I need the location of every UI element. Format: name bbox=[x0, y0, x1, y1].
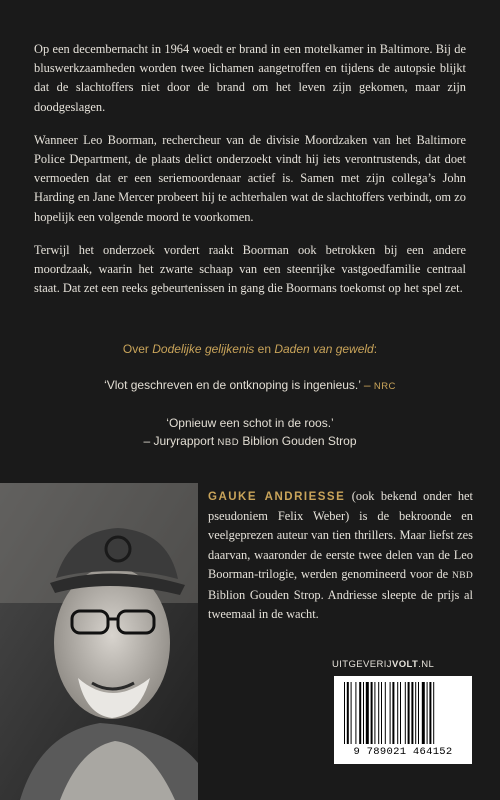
author-name: GAUKE ANDRIESSE bbox=[208, 491, 346, 503]
barcode-bar bbox=[374, 682, 375, 744]
blurb-text bbox=[34, 40, 466, 312]
author-photo bbox=[0, 483, 198, 800]
barcode-bar bbox=[397, 682, 398, 744]
review-quote-1 bbox=[20, 376, 480, 396]
author-bio-part-1: (ook bekend onder het pseudoniem Felix Weber) is de bekroonde en veelgeprezen auteur van tien thrillers. Maar liefst zes daarvan, waaronder de eerste twee delen van de Leo Boorman-trilogie, werden genomineerd voor de bbox=[208, 489, 474, 581]
barcode bbox=[334, 676, 472, 764]
barcode-bars bbox=[344, 682, 462, 744]
quote-1-dash: – bbox=[360, 378, 374, 392]
barcode-bar bbox=[411, 682, 413, 744]
quote-2-source-nbd: NBD bbox=[217, 437, 240, 448]
publisher-brand: VOLT bbox=[391, 659, 419, 670]
barcode-bar bbox=[427, 682, 428, 744]
barcode-bar bbox=[344, 682, 345, 744]
quote-1-source: NRC bbox=[373, 381, 396, 392]
barcode-bar bbox=[347, 682, 349, 744]
barcode-bar bbox=[400, 682, 401, 744]
barcode-bar bbox=[355, 682, 356, 744]
review-quote-2 bbox=[20, 414, 480, 452]
quote-2-source bbox=[20, 432, 480, 452]
barcode-bar bbox=[415, 682, 416, 744]
barcode-bar bbox=[392, 682, 394, 744]
quote-2-text: ‘Opnieuw een schot in de roos.’ bbox=[166, 416, 334, 430]
quote-1-text: ‘Vlot geschreven en de ontknoping is ingenieus.’ bbox=[104, 378, 361, 392]
quote-2-source-prefix: – Juryrapport bbox=[143, 434, 218, 448]
barcode-bar bbox=[351, 682, 352, 744]
barcode-bar bbox=[433, 682, 434, 744]
barcode-bar bbox=[359, 682, 361, 744]
blurb-paragraph-2: Wanneer Leo Boorman, rechercheur van de divisie Moordzaken van het Baltimore Police Department, de plaats delict onderzoekt vindt hij iets verontrustends, dat doet vermoeden dat er een seriemoordenaar actief is. Samen met zijn collega’s John Harding en Jane Mercer probeert hij te achterhalen wat de slachtoffers verbindt, om zo hopelijk een volgende moord te voorkomen. bbox=[34, 132, 466, 224]
author-bio-nbd: NBD bbox=[452, 570, 473, 581]
barcode-bar bbox=[363, 682, 364, 744]
quotes-intro-suffix: : bbox=[373, 342, 378, 356]
book-title-1: Dodelijke gelijkenis bbox=[152, 342, 255, 356]
book-title-2: Daden van geweld bbox=[274, 342, 374, 356]
isbn-number: 9 789021 464152 bbox=[353, 746, 453, 758]
barcode-bar bbox=[378, 682, 379, 744]
publisher-url bbox=[332, 659, 434, 670]
barcode-bar bbox=[390, 682, 391, 744]
author-bio bbox=[208, 487, 473, 624]
barcode-bar bbox=[408, 682, 410, 744]
blurb-paragraph-1: Op een decembernacht in 1964 woedt er brand in een motelkamer in Baltimore. Bij de bluswerkzaamheden worden twee lichamen aangetroffen en tijdens de autopsie blijkt dat de slachtoffers niet door de brand om het leven zijn gekomen, maar zijn doodgeslagen. bbox=[34, 42, 466, 114]
quotes-intro-prefix: Over bbox=[122, 342, 153, 356]
review-quotes bbox=[20, 340, 480, 452]
barcode-bar bbox=[381, 682, 382, 744]
barcode-bar bbox=[405, 682, 406, 744]
barcode-bar bbox=[371, 682, 373, 744]
barcode-bar bbox=[366, 682, 369, 744]
author-bio-part-2: Biblion Gouden Strop. Andriesse sleepte de prijs al tweemaal in de wacht. bbox=[208, 588, 473, 622]
blurb-paragraph-3: Terwijl het onderzoek vordert raakt Boorman ook betrokken bij een andere moordzaak, waarin het zwarte schaap van een steenrijke vastgoedfamilie centraal staat. Dat zet een reeks gebeurtenissen in gang die Boormans toekomst op het spel zet. bbox=[34, 242, 466, 296]
quotes-intro bbox=[20, 340, 480, 358]
publisher-prefix: UITGEVERIJ bbox=[332, 659, 392, 670]
barcode-bar bbox=[418, 682, 419, 744]
publisher-suffix: .NL bbox=[418, 659, 435, 670]
barcode-bar bbox=[385, 682, 386, 744]
barcode-bar bbox=[429, 682, 431, 744]
barcode-bar bbox=[422, 682, 425, 744]
quote-2-source-suffix: Biblion Gouden Strop bbox=[239, 434, 357, 448]
quotes-intro-mid: en bbox=[254, 342, 275, 356]
